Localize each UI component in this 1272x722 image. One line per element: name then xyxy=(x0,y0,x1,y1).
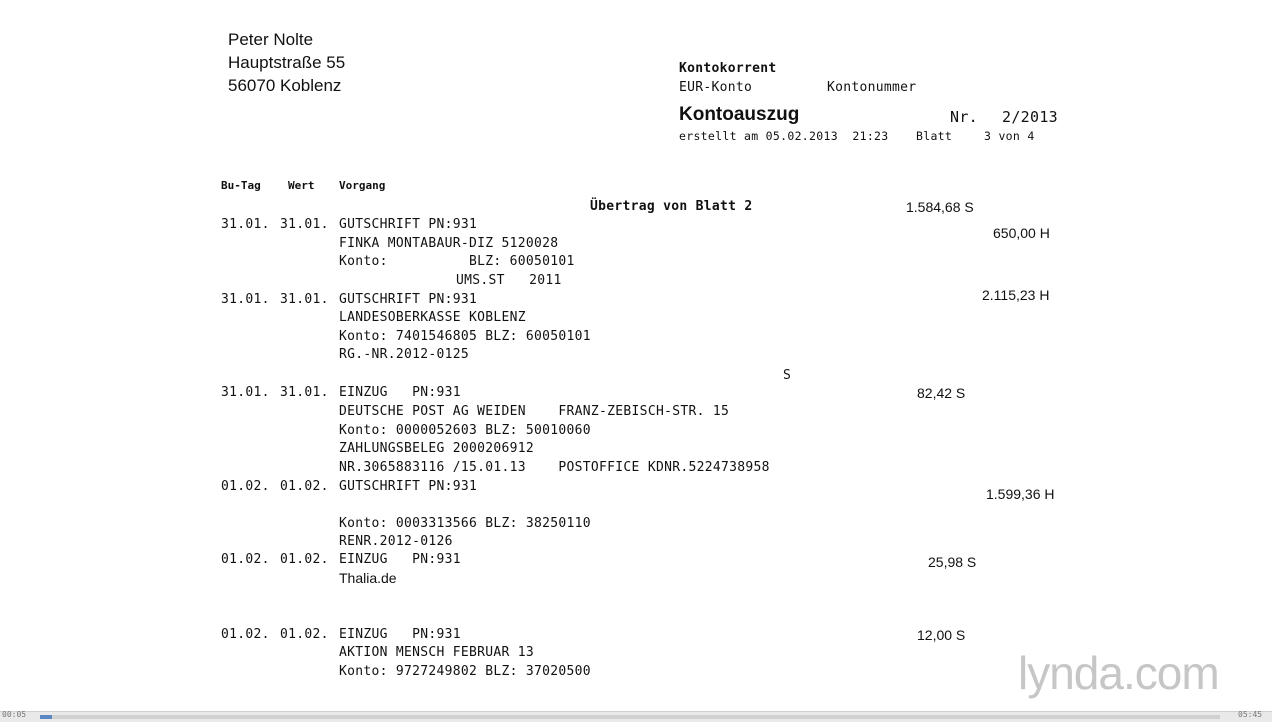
transaction-type: EINZUG PN:931 xyxy=(339,385,461,400)
lynda-logo: lynda.com xyxy=(1018,647,1219,699)
booking-date: 31.01. xyxy=(221,292,270,307)
transaction-type: GUTSCHRIFT PN:931 xyxy=(339,292,478,307)
video-player-bar xyxy=(0,711,1272,722)
transaction-detail: ZAHLUNGSBELEG 2000206912 xyxy=(339,441,535,456)
transaction-detail: UMS.ST 2011 xyxy=(456,273,562,288)
column-bu-tag: Bu-Tag xyxy=(221,179,261,192)
progress-track[interactable] xyxy=(40,715,1220,719)
transaction-type: GUTSCHRIFT PN:931 xyxy=(339,479,478,494)
booking-date: 01.02. xyxy=(221,479,270,494)
transaction-detail: Konto: BLZ: 60050101 xyxy=(339,254,575,269)
statement-title: Kontoauszug xyxy=(679,104,800,125)
transaction-amount: 25,98 S xyxy=(928,554,977,570)
nr-label: Nr. xyxy=(950,108,978,126)
transaction-detail: Konto: 0003313566 BLZ: 38250110 xyxy=(339,516,591,531)
value-date: 01.02. xyxy=(280,479,329,494)
sender-street: Hauptstraße 55 xyxy=(228,53,346,72)
transaction-detail: Konto: 0000052603 BLZ: 50010060 xyxy=(339,423,591,438)
carryover-amount: 1.584,68 S xyxy=(906,199,974,215)
value-date: 31.01. xyxy=(280,217,329,232)
transaction-type: EINZUG PN:931 xyxy=(339,627,461,642)
total-time: 05:45 xyxy=(1238,710,1263,719)
transaction-type: GUTSCHRIFT PN:931 xyxy=(339,217,478,232)
transaction-detail: RG.-NR.2012-0125 xyxy=(339,347,470,362)
value-date: 31.01. xyxy=(280,385,329,400)
blatt-label: Blatt xyxy=(916,129,953,143)
blatt-value: 3 von 4 xyxy=(984,129,1035,143)
value-date: 01.02. xyxy=(280,627,329,642)
booking-date: 01.02. xyxy=(221,552,270,567)
transaction-detail: Konto: 7401546805 BLZ: 60050101 xyxy=(339,329,591,344)
created-timestamp: erstellt am 05.02.2013 21:23 xyxy=(679,129,889,143)
transaction-detail: RENR.2012-0126 xyxy=(339,534,453,549)
transaction-detail: Thalia.de xyxy=(339,570,397,586)
value-date: 31.01. xyxy=(280,292,329,307)
transaction-detail: FINKA MONTABAUR-DIZ 5120028 xyxy=(339,236,559,251)
sender-city: 56070 Koblenz xyxy=(228,76,342,95)
booking-date: 31.01. xyxy=(221,217,270,232)
elapsed-time: 00:05 xyxy=(2,710,27,719)
transaction-type: EINZUG PN:931 xyxy=(339,552,461,567)
transaction-detail: DEUTSCHE POST AG WEIDEN FRANZ-ZEBISCH-STR. 15 xyxy=(339,404,730,419)
transaction-detail: Konto: 9727249802 BLZ: 37020500 xyxy=(339,664,591,679)
column-wert: Wert xyxy=(288,179,315,192)
value-date: 01.02. xyxy=(280,552,329,567)
transaction-detail: NR.3065883116 /15.01.13 POSTOFFICE KDNR.5224738958 xyxy=(339,460,770,475)
progress-fill xyxy=(40,715,52,719)
stray-mark: S xyxy=(783,368,792,383)
kontonummer-label: Kontonummer xyxy=(827,80,917,95)
sender-name: Peter Nolte xyxy=(228,30,314,49)
transaction-detail: AKTION MENSCH FEBRUAR 13 xyxy=(339,645,535,660)
transaction-detail: LANDESOBERKASSE KOBLENZ xyxy=(339,310,526,325)
carryover-label: Übertrag von Blatt 2 xyxy=(590,199,753,214)
kontokorrent-label: Kontokorrent xyxy=(679,61,777,76)
transaction-amount: 12,00 S xyxy=(917,627,966,643)
transaction-amount: 2.115,23 H xyxy=(982,287,1050,303)
booking-date: 31.01. xyxy=(221,385,270,400)
booking-date: 01.02. xyxy=(221,627,270,642)
transaction-amount: 1.599,36 H xyxy=(986,486,1055,502)
transaction-amount: 82,42 S xyxy=(917,385,966,401)
currency-account: EUR-Konto xyxy=(679,80,753,95)
column-vorgang: Vorgang xyxy=(339,179,386,192)
transaction-amount: 650,00 H xyxy=(993,225,1050,241)
nr-value: 2/2013 xyxy=(1002,108,1058,126)
